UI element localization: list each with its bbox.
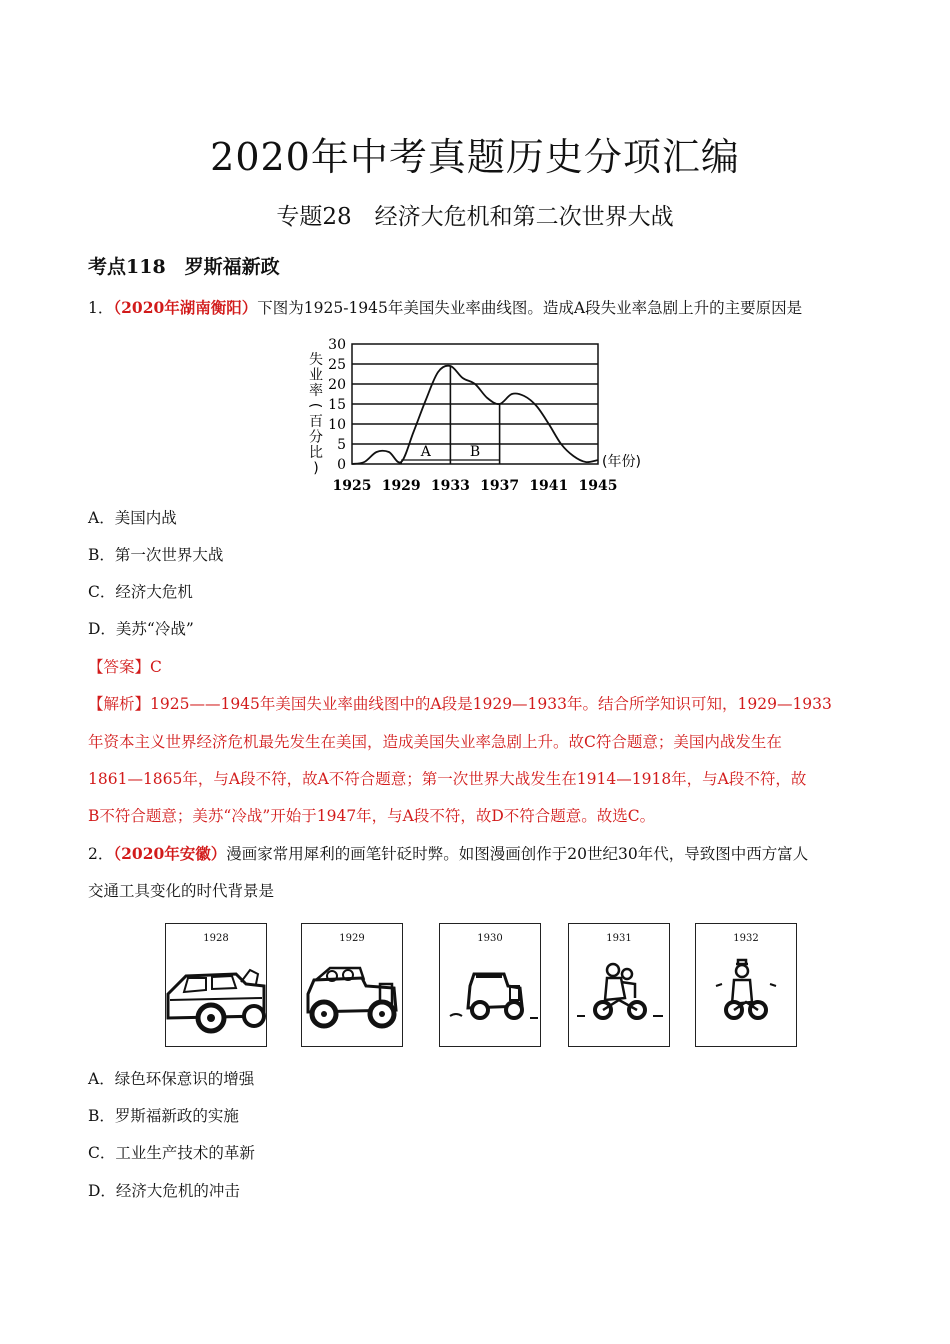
section-heading: 考点118 罗斯福新政 (88, 256, 280, 278)
touring-car-drawing (302, 924, 402, 1046)
x-tick-label-1925: 1925 (332, 478, 372, 494)
q1-number: 1． (88, 299, 114, 317)
q2-source: （2020年安徽） (113, 844, 227, 863)
q1-answer-label: 【答案】 (88, 658, 151, 676)
q1-stem-text: 下图为1925-1945年美国失业率曲线图。造成A段失业率急剧上升的主要原因是 (257, 299, 803, 317)
x-tick-label-1929: 1929 (381, 478, 421, 494)
y-tick-label-10: 10 (328, 417, 346, 433)
q1-option-d: D．美苏“冷战” (88, 620, 194, 638)
cartoon-panel-1930 (439, 923, 541, 1047)
y-tick-label-0: 0 (337, 457, 346, 473)
cartoon-year-1928: 1928 (203, 933, 229, 944)
segment-label-A: A (420, 444, 431, 460)
y-tick-label-5: 5 (337, 437, 346, 453)
limousine-drawing (166, 924, 266, 1046)
q1-analysis-line-3: 1861—1865年，与A段不符，故A不符合题意；第一次世界大战发生在1914—1918年，与A段不符，故 (88, 770, 807, 788)
x-tick-label-1945: 1945 (578, 478, 618, 494)
q2-option-c: C．工业生产技术的革新 (88, 1144, 255, 1162)
unemployment-line-chart (290, 322, 660, 502)
segment-label-B: B (469, 444, 481, 460)
y-axis-label-char-2: 率 (309, 383, 323, 399)
x-axis-label: (年份) (602, 454, 641, 470)
q2-option-b: B．罗斯福新政的实施 (88, 1107, 239, 1125)
bicycle-drawing (696, 924, 796, 1046)
q2-stem-text-1: 漫画家常用犀利的画笔针砭时弊。如图漫画创作于20世纪30年代，导致图中西方富人 (226, 845, 809, 863)
cartoon-panel-1928 (165, 923, 267, 1047)
cartoon-panel-1929 (301, 923, 403, 1047)
q2-option-d: D．经济大危机的冲击 (88, 1182, 240, 1200)
cartoon-panel-1932 (695, 923, 797, 1047)
cartoon-year-1932: 1932 (733, 933, 759, 944)
y-axis-label-char-5: 分 (309, 429, 323, 446)
q1-analysis-line-4: B不符合题意；美苏“冷战”开始于1947年，与A段不符，故D不符合题意。故选C。 (88, 807, 656, 825)
q1-stem (88, 298, 878, 318)
y-axis-label-char-0: 失 (309, 352, 323, 368)
q1-source: （2020年湖南衡阳） (113, 298, 258, 317)
q2-number: 2． (88, 845, 114, 863)
y-axis-label-char-3: ( (307, 402, 323, 409)
q1-option-c: C．经济大危机 (88, 583, 193, 601)
y-tick-label-15: 15 (328, 397, 346, 413)
y-tick-label-30: 30 (328, 337, 346, 353)
page-title: 2020年中考真题历史分项汇编 (210, 135, 740, 179)
x-tick-label-1933: 1933 (430, 478, 470, 494)
cartoon-year-1930: 1930 (477, 933, 503, 944)
q1-answer-value: C (150, 658, 162, 676)
cartoon-panel-1931 (568, 923, 670, 1047)
q1-option-a: A．美国内战 (88, 509, 177, 527)
y-tick-label-20: 20 (328, 377, 346, 393)
q1-analysis-text-1: 1925——1945年美国失业率曲线图中的A段是1929—1933年。结合所学知识可知，1929—1933 (150, 695, 832, 713)
q2-stem (88, 844, 878, 864)
y-axis-label-char-1: 业 (309, 367, 323, 384)
q2-option-a: A．绿色环保意识的增强 (88, 1070, 255, 1088)
q1-analysis-label: 【解析】 (88, 695, 151, 713)
q1-option-b: B．第一次世界大战 (88, 546, 224, 564)
motorcycle-drawing (569, 924, 669, 1046)
page-subtitle: 专题28 经济大危机和第二次世界大战 (276, 204, 674, 230)
q1-answer (88, 657, 878, 677)
y-axis-label-char-7: ) (313, 460, 319, 477)
x-tick-label-1937: 1937 (480, 478, 520, 494)
cartoon-year-1929: 1929 (339, 933, 365, 944)
y-axis-label-char-4: 百 (309, 414, 323, 430)
y-axis-label-char-6: 比 (309, 445, 323, 461)
y-tick-label-25: 25 (328, 357, 346, 373)
small-car-drawing (440, 924, 540, 1046)
cartoon-strip (165, 923, 795, 1048)
x-tick-label-1941: 1941 (529, 478, 569, 494)
q2-stem-line-2: 交通工具变化的时代背景是 (88, 882, 275, 900)
q1-analysis-line-2: 年资本主义世界经济危机最先发生在美国，造成美国失业率急剧上升。故C符合题意；美国内战发生在 (88, 733, 782, 751)
cartoon-year-1931: 1931 (606, 933, 632, 944)
q1-analysis-line-1 (88, 694, 878, 714)
